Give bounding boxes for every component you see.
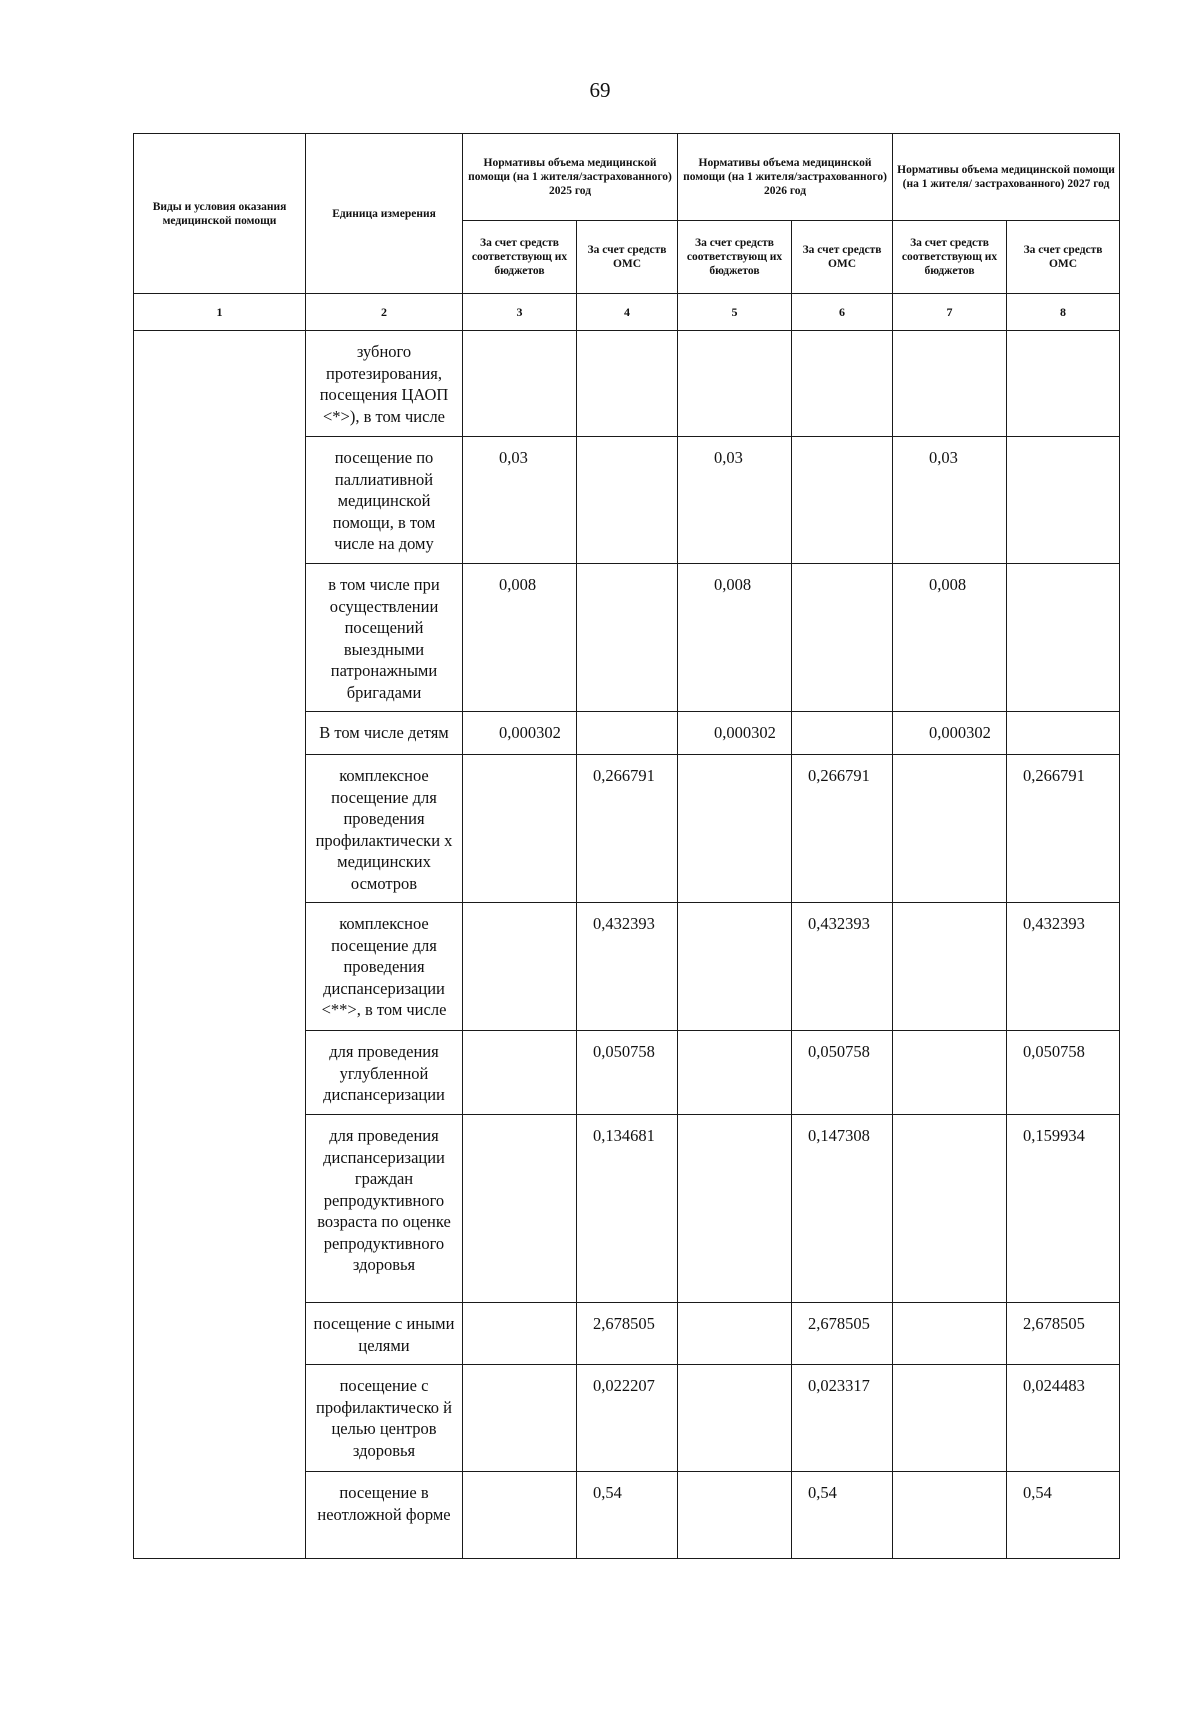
value-cell	[792, 331, 893, 437]
column-number: 4	[577, 294, 678, 331]
value-cell: 0,54	[577, 1472, 678, 1559]
value-cell: 0,03	[893, 437, 1007, 564]
header-budget-2026: За счет средств соответствующ их бюджетов	[678, 221, 792, 294]
unit-cell: В том числе детям	[306, 712, 463, 755]
value-cell: 0,03	[678, 437, 792, 564]
value-cell	[678, 1365, 792, 1472]
care-type-cell	[134, 331, 306, 1559]
value-cell	[1007, 437, 1120, 564]
value-cell	[678, 331, 792, 437]
unit-cell: посещение с профилактическо й целью центров здоровья	[306, 1365, 463, 1472]
value-cell	[792, 437, 893, 564]
value-cell: 0,432393	[792, 903, 893, 1031]
value-cell: 0,03	[463, 437, 577, 564]
value-cell: 0,008	[463, 564, 577, 712]
value-cell: 2,678505	[792, 1303, 893, 1365]
value-cell: 0,022207	[577, 1365, 678, 1472]
value-cell	[463, 903, 577, 1031]
value-cell: 0,54	[1007, 1472, 1120, 1559]
norms-table	[133, 133, 1120, 1559]
header-year-2026: Нормативы объема медицинской помощи (на 1 жителя/застрахованного) 2026 год	[678, 134, 893, 221]
unit-cell: зубного протезирования, посещения ЦАОП <*>), в том числе	[306, 331, 463, 437]
value-cell	[678, 1472, 792, 1559]
unit-cell: посещение в неотложной форме	[306, 1472, 463, 1559]
header-care-types: Виды и условия оказания медицинской помощи	[134, 134, 306, 294]
value-cell	[678, 1115, 792, 1303]
header-unit: Единица измерения	[306, 134, 463, 294]
column-number: 6	[792, 294, 893, 331]
column-number: 5	[678, 294, 792, 331]
header-year-2027: Нормативы объема медицинской помощи (на 1 жителя/ застрахованного) 2027 год	[893, 134, 1120, 221]
table-row	[134, 331, 1120, 437]
value-cell	[893, 755, 1007, 903]
unit-cell: комплексное посещение для проведения диспансеризации <**>, в том числе	[306, 903, 463, 1031]
unit-cell: посещение с иными целями	[306, 1303, 463, 1365]
value-cell: 0,54	[792, 1472, 893, 1559]
value-cell: 0,159934	[1007, 1115, 1120, 1303]
unit-cell: в том числе при осуществлении посещений выездными патронажными бригадами	[306, 564, 463, 712]
value-cell: 0,266791	[1007, 755, 1120, 903]
value-cell: 0,432393	[577, 903, 678, 1031]
value-cell	[678, 755, 792, 903]
value-cell	[678, 1303, 792, 1365]
value-cell	[463, 1115, 577, 1303]
value-cell	[678, 903, 792, 1031]
value-cell	[1007, 331, 1120, 437]
value-cell: 0,023317	[792, 1365, 893, 1472]
header-oms-2027: За счет средств ОМС	[1007, 221, 1120, 294]
value-cell	[893, 1115, 1007, 1303]
value-cell: 0,147308	[792, 1115, 893, 1303]
value-cell: 0,432393	[1007, 903, 1120, 1031]
value-cell: 2,678505	[577, 1303, 678, 1365]
column-number: 8	[1007, 294, 1120, 331]
value-cell	[577, 331, 678, 437]
unit-cell: комплексное посещение для проведения профилактически х медицинских осмотров	[306, 755, 463, 903]
column-number: 3	[463, 294, 577, 331]
value-cell	[678, 1031, 792, 1115]
value-cell	[1007, 564, 1120, 712]
value-cell	[792, 712, 893, 755]
value-cell	[893, 331, 1007, 437]
unit-cell: для проведения углубленной диспансеризации	[306, 1031, 463, 1115]
header-oms-2025: За счет средств ОМС	[577, 221, 678, 294]
header-year-2025: Нормативы объема медицинской помощи (на 1 жителя/застрахованного) 2025 год	[463, 134, 678, 221]
value-cell	[893, 903, 1007, 1031]
value-cell: 0,266791	[577, 755, 678, 903]
value-cell	[463, 1031, 577, 1115]
value-cell	[1007, 712, 1120, 755]
value-cell	[577, 712, 678, 755]
value-cell	[792, 564, 893, 712]
value-cell: 0,050758	[792, 1031, 893, 1115]
header-budget-2025: За счет средств соответствующ их бюджетов	[463, 221, 577, 294]
value-cell: 2,678505	[1007, 1303, 1120, 1365]
value-cell	[893, 1303, 1007, 1365]
column-number: 2	[306, 294, 463, 331]
table-body	[134, 331, 1120, 1559]
value-cell: 0,000302	[893, 712, 1007, 755]
unit-cell: посещение по паллиативной медицинской помощи, в том числе на дому	[306, 437, 463, 564]
value-cell: 0,050758	[1007, 1031, 1120, 1115]
value-cell	[463, 331, 577, 437]
value-cell	[463, 755, 577, 903]
column-number: 7	[893, 294, 1007, 331]
value-cell: 0,008	[678, 564, 792, 712]
header-budget-2027: За счет средств соответствующ их бюджетов	[893, 221, 1007, 294]
value-cell	[893, 1031, 1007, 1115]
value-cell	[463, 1365, 577, 1472]
value-cell	[463, 1472, 577, 1559]
value-cell: 0,050758	[577, 1031, 678, 1115]
header-oms-2026: За счет средств ОМС	[792, 221, 893, 294]
column-number: 1	[134, 294, 306, 331]
value-cell	[463, 1303, 577, 1365]
page-number: 69	[589, 78, 611, 102]
value-cell: 0,008	[893, 564, 1007, 712]
value-cell: 0,000302	[678, 712, 792, 755]
value-cell	[893, 1365, 1007, 1472]
value-cell: 0,266791	[792, 755, 893, 903]
table-header	[134, 134, 1120, 331]
value-cell: 0,134681	[577, 1115, 678, 1303]
value-cell	[893, 1472, 1007, 1559]
value-cell	[577, 564, 678, 712]
value-cell	[577, 437, 678, 564]
value-cell: 0,000302	[463, 712, 577, 755]
unit-cell: для проведения диспансеризации граждан репродуктивного возраста по оценке репродуктивного здоровья	[306, 1115, 463, 1303]
value-cell: 0,024483	[1007, 1365, 1120, 1472]
